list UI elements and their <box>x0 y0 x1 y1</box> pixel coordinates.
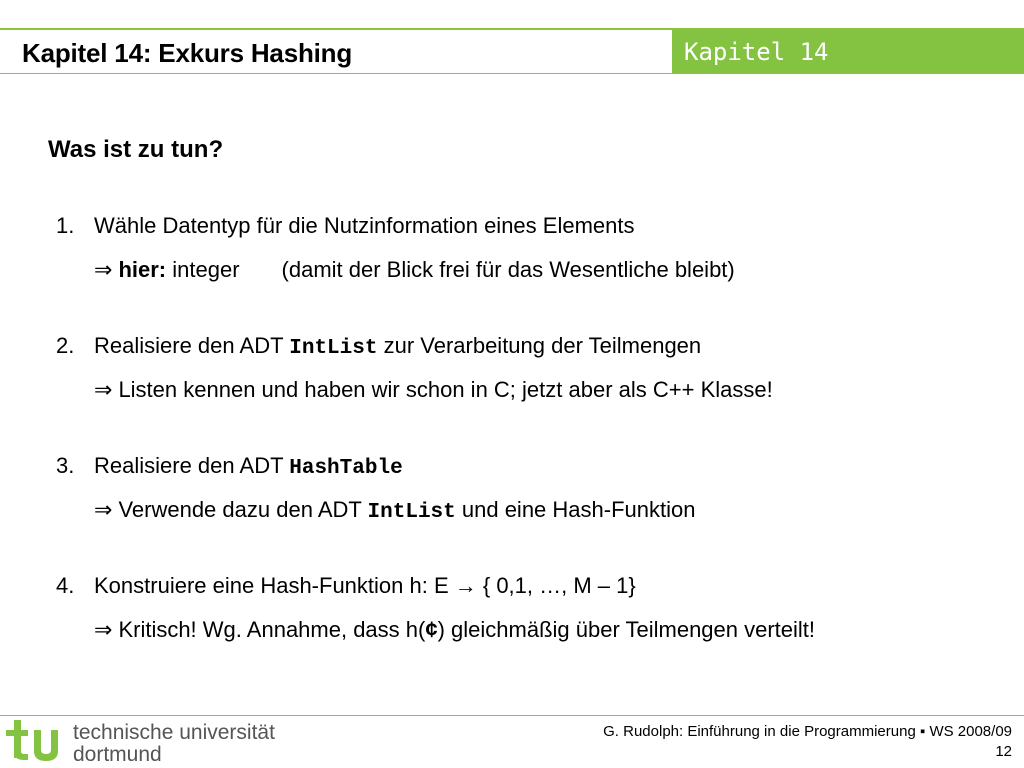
list-item <box>56 452 996 572</box>
item-detail-tail: ) gleichmäßig über Teilmengen verteilt! <box>437 617 816 642</box>
implies-arrow-icon: ⇒ <box>94 257 113 282</box>
item-detail-text: Listen kennen und haben wir schon in C; jetzt aber als C++ Klasse! <box>118 377 773 402</box>
item-text: Realisiere den ADT <box>94 333 290 358</box>
list-item <box>56 212 996 332</box>
university-name <box>73 722 275 766</box>
footer-rule <box>0 715 1024 716</box>
list-item-detail <box>56 256 735 284</box>
section-heading: Was ist zu tun? <box>48 136 224 163</box>
item-detail-note: (damit der Blick frei für das Wesentliche bleibt) <box>281 257 735 282</box>
item-code: IntList <box>289 337 378 360</box>
list-item-line <box>56 452 403 483</box>
footer-credit <box>603 722 1012 762</box>
item-detail-symbol: ¢ <box>425 617 438 642</box>
list-item <box>56 572 996 692</box>
list-item-detail <box>56 616 815 644</box>
list-item-line <box>56 572 636 600</box>
university-line-2: dortmund <box>73 743 162 766</box>
item-number: 2. <box>56 333 75 358</box>
item-number: 3. <box>56 453 75 478</box>
implies-arrow-icon: ⇒ <box>94 617 113 642</box>
list-item-line <box>56 212 634 240</box>
item-text-tail: zur Verarbeitung der Teilmengen <box>377 333 702 358</box>
item-detail-text: Kritisch! Wg. Annahme, dass h( <box>118 617 426 642</box>
chapter-label: Kapitel 14 <box>684 38 829 66</box>
item-text: Realisiere den ADT <box>94 453 290 478</box>
implies-arrow-icon: ⇒ <box>94 377 113 402</box>
item-detail-bold: hier: <box>118 257 167 282</box>
item-code: HashTable <box>289 457 403 480</box>
list-item-line <box>56 332 701 363</box>
item-detail-text: Verwende dazu den ADT <box>118 497 368 522</box>
item-text: Konstruiere eine Hash-Funktion h: E → { 0,1, …, M – 1} <box>94 573 636 598</box>
implies-arrow-icon: ⇒ <box>94 497 113 522</box>
tu-logo-icon <box>4 716 64 766</box>
item-code: IntList <box>367 501 456 524</box>
chapter-badge <box>672 30 1024 74</box>
item-number: 1. <box>56 213 75 238</box>
list-item <box>56 332 996 452</box>
list-item-detail <box>56 376 773 404</box>
credit-text: G. Rudolph: Einführung in die Programmierung ▪ WS 2008/09 <box>603 723 1012 740</box>
item-detail-text: integer <box>172 257 240 282</box>
university-line-1: technische universität <box>73 721 275 744</box>
page-title: Kapitel 14: Exkurs Hashing <box>22 38 353 68</box>
todo-list <box>56 212 996 692</box>
item-text: Wähle Datentyp für die Nutzinformation eines Elements <box>94 213 635 238</box>
list-item-detail <box>56 496 695 527</box>
item-detail-tail: und eine Hash-Funktion <box>455 497 696 522</box>
page-number: 12 <box>995 743 1012 760</box>
item-number: 4. <box>56 573 75 598</box>
header-rule <box>0 73 1024 74</box>
